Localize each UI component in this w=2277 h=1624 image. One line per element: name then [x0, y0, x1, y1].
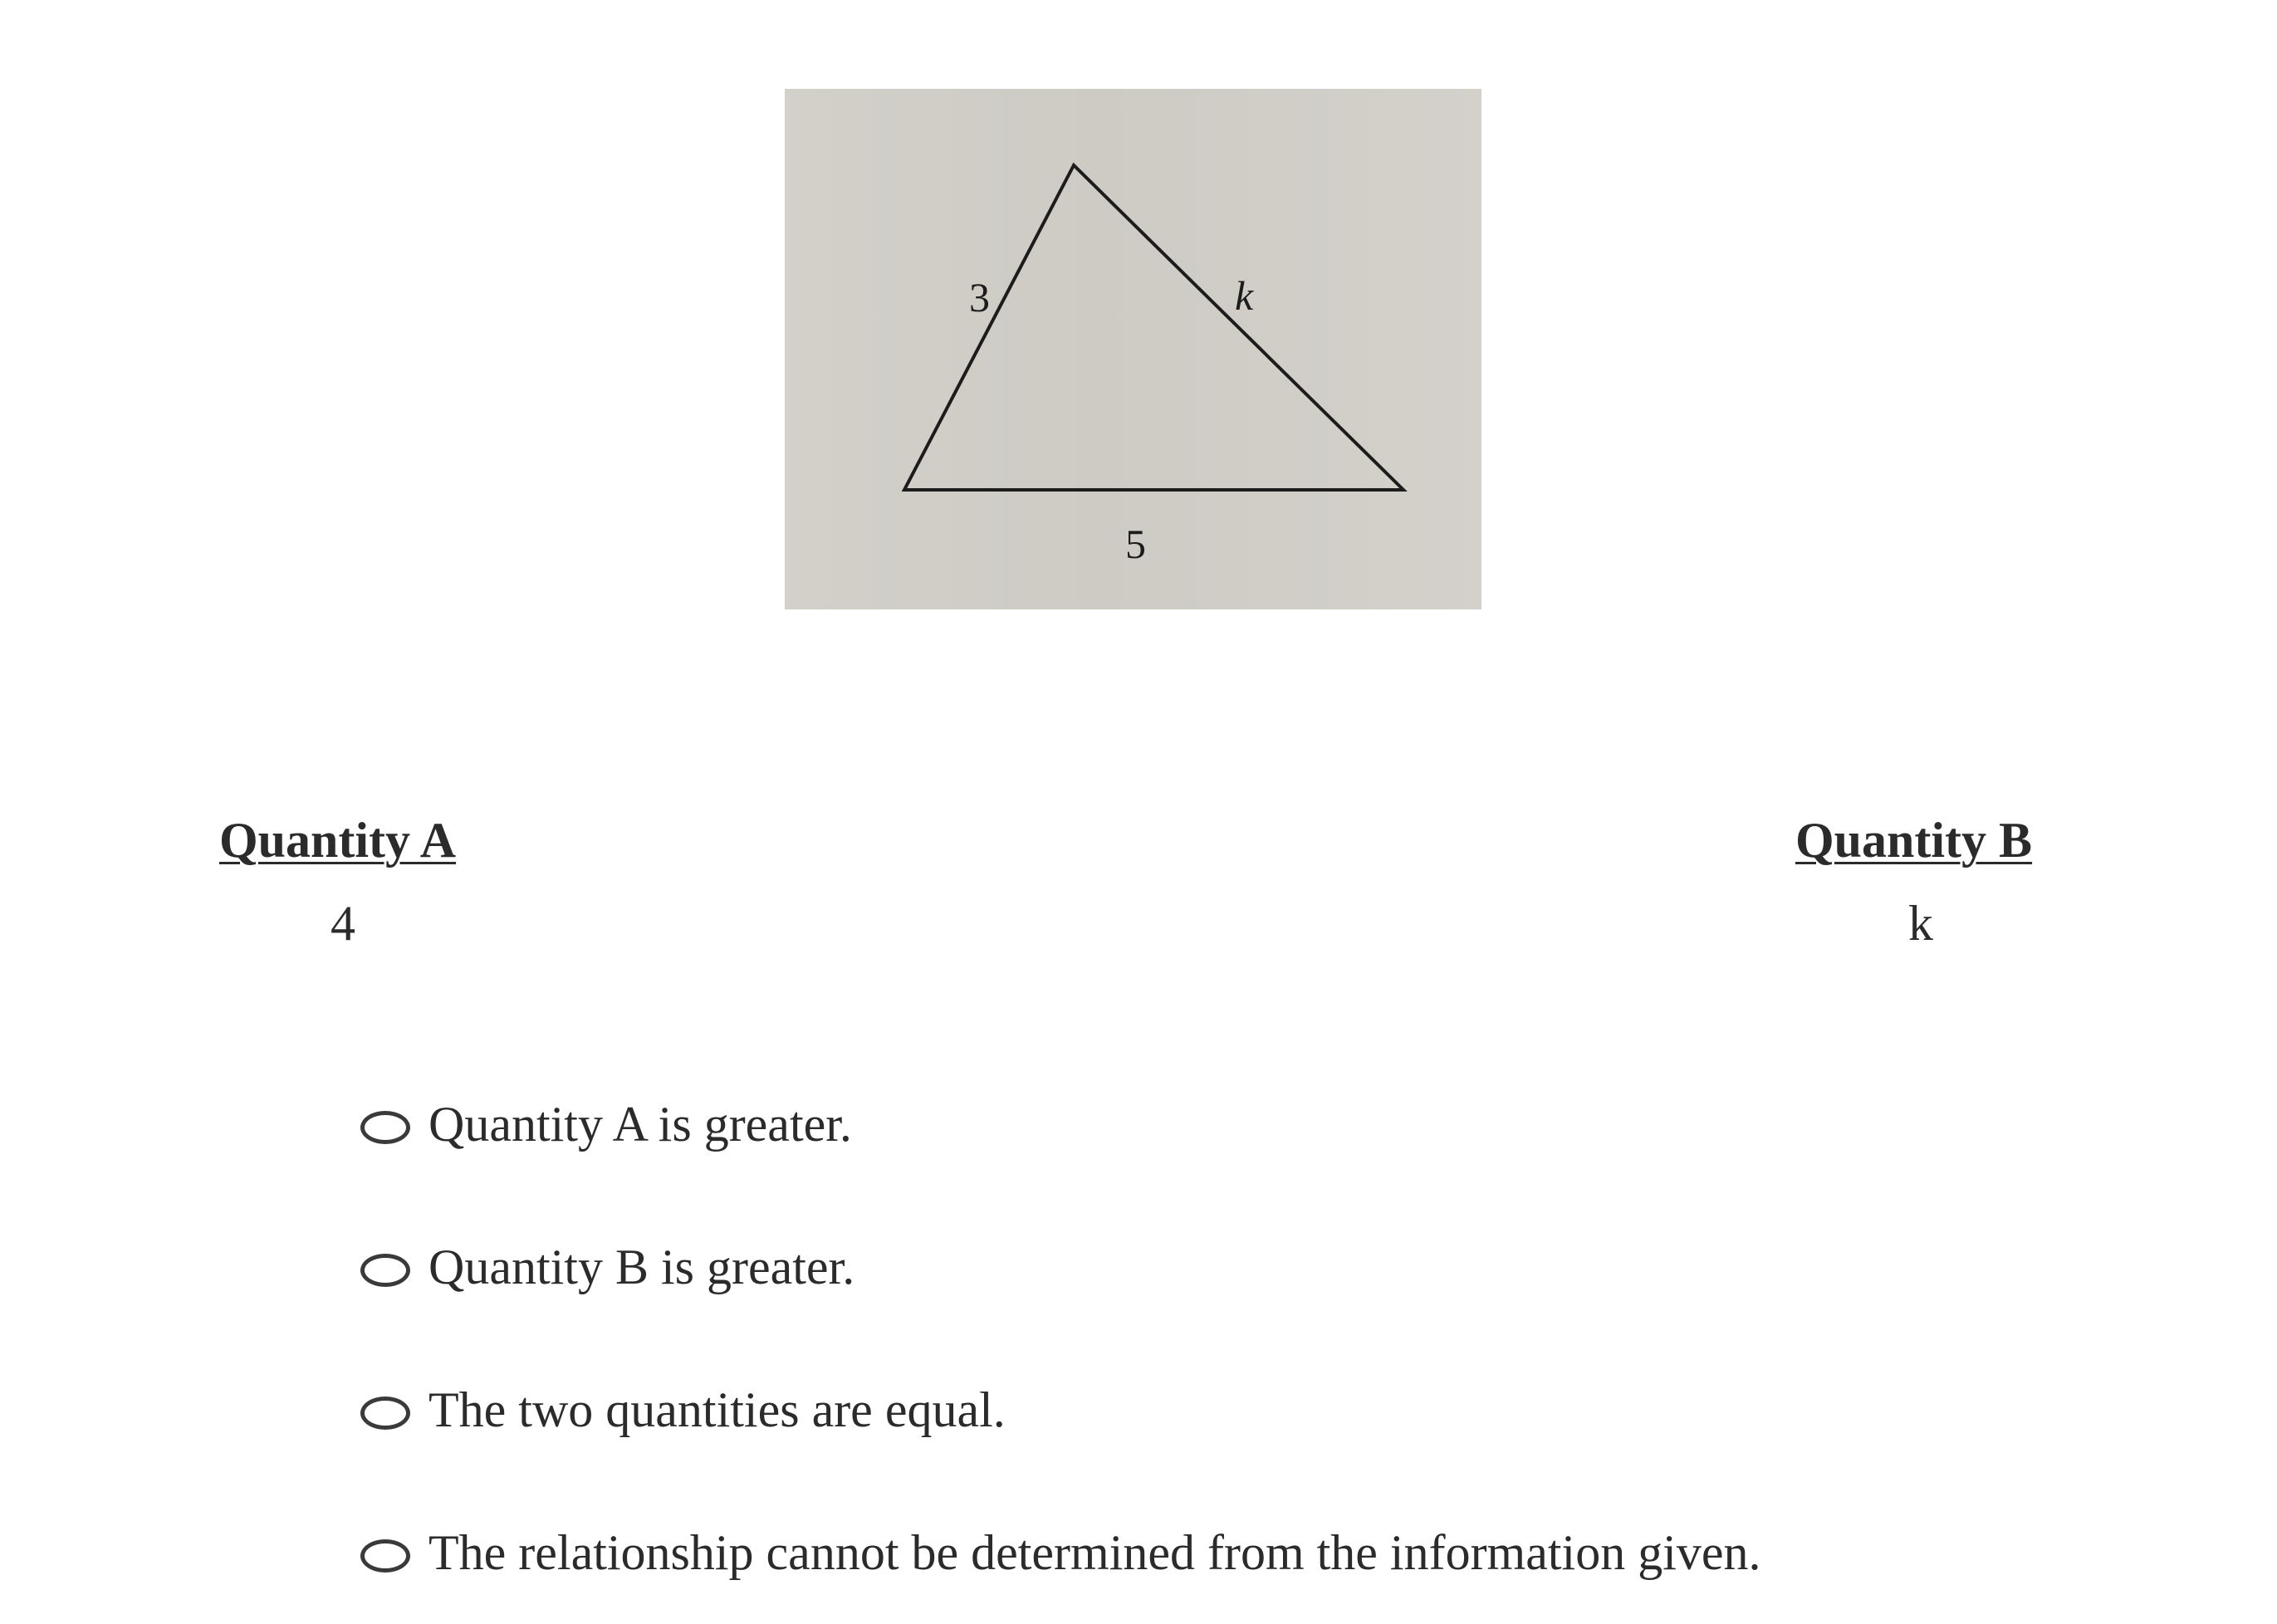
choice-label: The two quantities are equal.: [428, 1382, 1006, 1437]
choice-label: The relationship cannot be determined from the information given.: [428, 1525, 1761, 1580]
radio-button[interactable]: [360, 1111, 410, 1144]
choice-cannot-determine[interactable]: [360, 1481, 1761, 1624]
triangle-figure: [785, 89, 1481, 609]
radio-button[interactable]: [360, 1254, 410, 1287]
choice-b-greater[interactable]: [360, 1196, 1761, 1338]
answer-choices: [360, 1053, 1761, 1624]
side-left-label: 3: [969, 274, 990, 320]
side-bottom-label: 5: [1125, 521, 1146, 567]
quantity-a-heading: Quantity A: [219, 813, 457, 868]
choice-a-greater[interactable]: [360, 1053, 1761, 1196]
quantity-b-heading: Quantity B: [1795, 813, 2033, 868]
triangle-shape: [904, 165, 1403, 490]
choice-label: Quantity B is greater.: [428, 1240, 855, 1294]
radio-button[interactable]: [360, 1397, 410, 1430]
quantity-b-value: k: [1908, 896, 1933, 951]
side-right-label: k: [1235, 272, 1254, 319]
quantity-a-value: 4: [331, 896, 355, 951]
choice-label: Quantity A is greater.: [428, 1097, 852, 1152]
choice-equal[interactable]: [360, 1338, 1761, 1481]
triangle-diagram: [785, 89, 1481, 609]
radio-button[interactable]: [360, 1539, 410, 1573]
